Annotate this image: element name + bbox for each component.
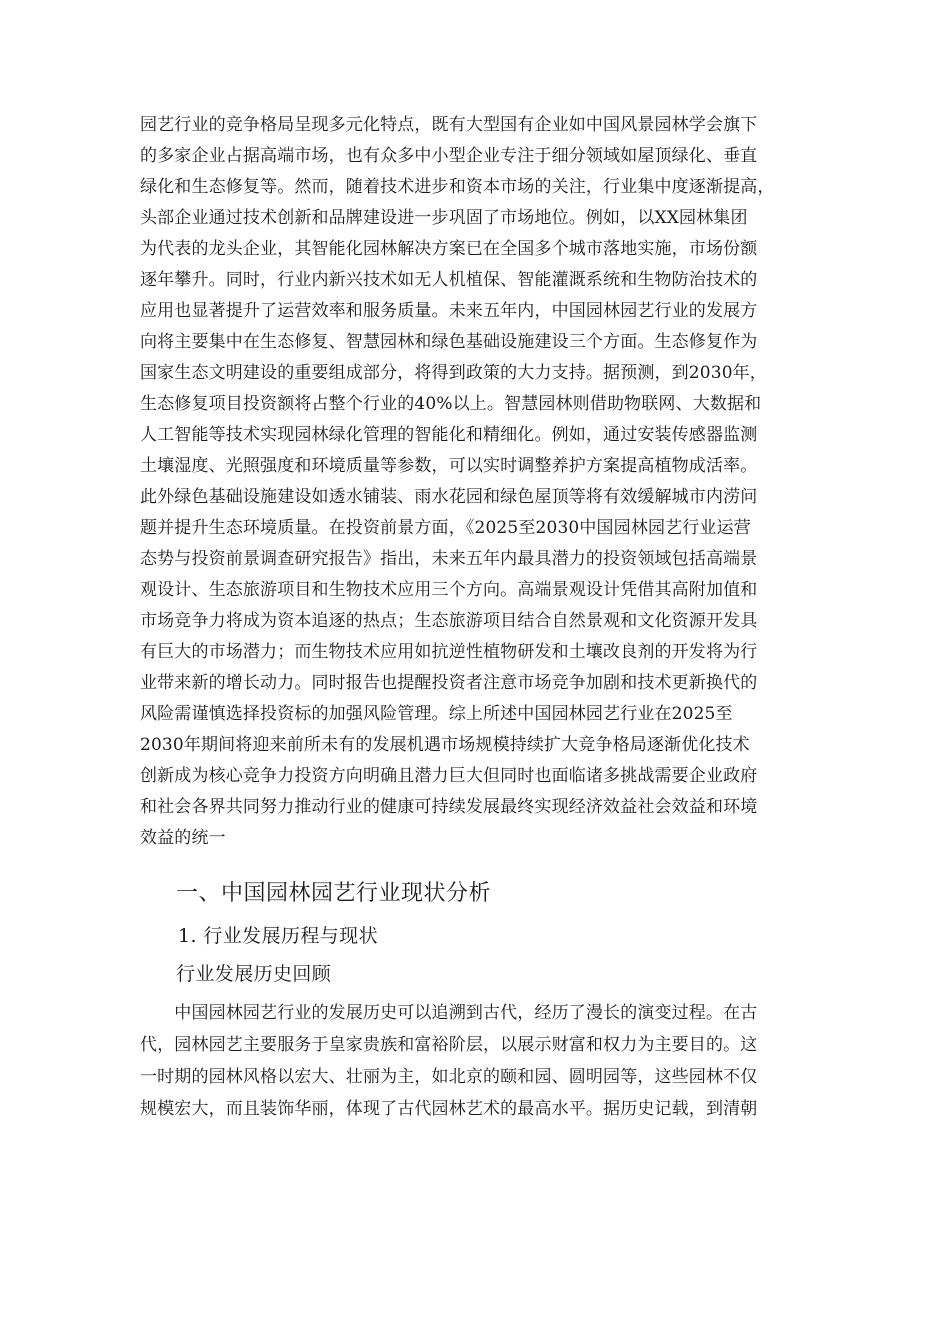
text-line: 园艺行业的竞争格局呈现多元化特点，既有大型国有企业如中国风景园林学会旗下: [140, 115, 758, 135]
text-line: 规模宏大，而且装饰华丽，体现了古代园林艺术的最高水平。据历史记载，到清朝: [140, 1099, 758, 1119]
text-line: 头部企业通过技术创新和品牌建设进一步巩固了市场地位。例如，以XX园林集团: [140, 208, 748, 228]
sub-subsection-heading: 行业发展历史回顾: [176, 963, 332, 985]
text-line: 此外绿色基础设施建设如透水铺装、雨水花园和绿色屋顶等将有效缓解城市内涝问: [140, 487, 758, 507]
text-line: 国家生态文明建设的重要组成部分，将得到政策的大力支持。据预测，到2030年，: [140, 363, 767, 383]
text-line: 向将主要集中在生态修复、智慧园林和绿色基础设施建设三个方面。生态修复作为: [140, 332, 758, 352]
subsection-heading: 1. 行业发展历程与现状: [178, 925, 378, 947]
text-line: 应用也显著提升了运营效率和服务质量。未来五年内，中国园林园艺行业的发展方: [140, 301, 758, 321]
text-line: 绿化和生态修复等。然而，随着技术进步和资本市场的关注，行业集中度逐渐提高，: [140, 177, 775, 197]
text-line: 态势与投资前景调查研究报告》指出，未来五年内最具潜力的投资领域包括高端景: [140, 549, 758, 569]
text-line: 代，园林园艺主要服务于皇家贵族和富裕阶层，以展示财富和权力为主要目的。这: [140, 1035, 758, 1055]
text-line: 有巨大的市场潜力；而生物技术应用如抗逆性植物研发和土壤改良剂的开发将为行: [140, 642, 758, 662]
text-line: 效益的统一: [140, 828, 226, 848]
text-line: 逐年攀升。同时，行业内新兴技术如无人机植保、智能灌溉系统和生物防治技术的: [140, 270, 758, 290]
text-line: 和社会各界共同努力推动行业的健康可持续发展最终实现经济效益社会效益和环境: [140, 797, 758, 817]
text-line: 创新成为核心竞争力投资方向明确且潜力巨大但同时也面临诸多挑战需要企业政府: [140, 766, 758, 786]
text-line: 人工智能等技术实现园林绿化管理的智能化和精细化。例如，通过安装传感器监测: [140, 425, 758, 445]
text-line: 中国园林园艺行业的发展历史可以追溯到古代，经历了漫长的演变过程。在古: [140, 1003, 758, 1023]
text-line: 观设计、生态旅游项目和生物技术应用三个方向。高端景观设计凭借其高附加值和: [140, 580, 758, 600]
section-heading: 一、中国园林园艺行业现状分析: [176, 881, 492, 906]
text-line: 为代表的龙头企业，其智能化园林解决方案已在全国多个城市落地实施，市场份额: [140, 239, 758, 259]
text-line: 的多家企业占据高端市场，也有众多中小型企业专注于细分领域如屋顶绿化、垂直: [140, 146, 758, 166]
text-line: 生态修复项目投资额将占整个行业的40%以上。智慧园林则借助物联网、大数据和: [140, 394, 762, 414]
text-line: 一时期的园林风格以宏大、壮丽为主，如北京的颐和园、圆明园等，这些园林不仅: [140, 1067, 758, 1087]
text-line: 风险需谨慎选择投资标的加强风险管理。综上所述中国园林园艺行业在2025至: [140, 704, 733, 724]
text-line: 市场竞争力将成为资本追逐的热点；生态旅游项目结合自然景观和文化资源开发具: [140, 611, 758, 631]
text-line: 土壤湿度、光照强度和环境质量等参数，可以实时调整养护方案提高植物成活率。: [140, 456, 758, 476]
text-line: 题并提升生态环境质量。在投资前景方面，《2025至2030中国园林园艺行业运营: [140, 518, 751, 538]
text-line: 2030年期间将迎来前所未有的发展机遇市场规模持续扩大竞争格局逐渐优化技术: [140, 735, 750, 755]
text-line: 业带来新的增长动力。同时报告也提醒投资者注意市场竞争加剧和技术更新换代的: [140, 673, 758, 693]
